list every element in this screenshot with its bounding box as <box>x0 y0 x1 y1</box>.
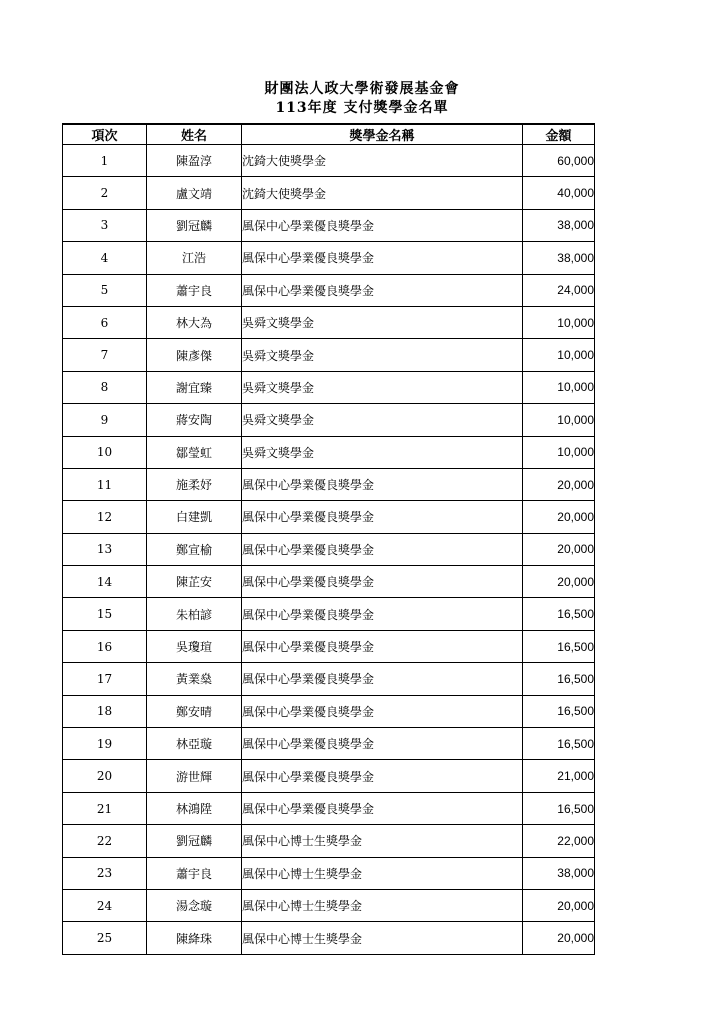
table-row <box>63 209 595 241</box>
table-row <box>63 339 595 371</box>
row-number-cell: 3 <box>63 209 147 241</box>
recipient-name-cell: 吳瓊瑄 <box>147 630 242 662</box>
table-row <box>63 922 595 954</box>
award-name-cell: 風保中心學業優良獎學金 <box>242 663 523 695</box>
table-row <box>63 760 595 792</box>
amount-cell: 40,000 <box>523 177 595 209</box>
table-row <box>63 695 595 727</box>
recipient-name-cell: 黃業燊 <box>147 663 242 695</box>
amount-cell: 10,000 <box>523 371 595 403</box>
table-row <box>63 825 595 857</box>
recipient-name-cell: 朱柏諺 <box>147 598 242 630</box>
amount-cell: 22,000 <box>523 825 595 857</box>
row-number-cell: 16 <box>63 630 147 662</box>
award-name-cell: 風保中心學業優良獎學金 <box>242 274 523 306</box>
amount-cell: 20,000 <box>523 468 595 500</box>
award-name-cell: 吳舜文獎學金 <box>242 436 523 468</box>
row-number-cell: 18 <box>63 695 147 727</box>
table-row <box>63 857 595 889</box>
table-row <box>63 242 595 274</box>
table-row <box>63 177 595 209</box>
amount-cell: 20,000 <box>523 566 595 598</box>
table-row <box>63 145 595 177</box>
header-name: 姓名 <box>147 124 242 145</box>
recipient-name-cell: 林鴻陞 <box>147 792 242 824</box>
table-row <box>63 889 595 921</box>
row-number-cell: 22 <box>63 825 147 857</box>
award-name-cell: 風保中心學業優良獎學金 <box>242 242 523 274</box>
row-number-cell: 5 <box>63 274 147 306</box>
recipient-name-cell: 蕭宇良 <box>147 857 242 889</box>
recipient-name-cell: 蔣安陶 <box>147 404 242 436</box>
row-number-cell: 7 <box>63 339 147 371</box>
award-name-cell: 風保中心博士生獎學金 <box>242 889 523 921</box>
row-number-cell: 1 <box>63 145 147 177</box>
row-number-cell: 14 <box>63 566 147 598</box>
row-number-cell: 17 <box>63 663 147 695</box>
award-name-cell: 風保中心學業優良獎學金 <box>242 501 523 533</box>
table-row <box>63 404 595 436</box>
amount-cell: 10,000 <box>523 339 595 371</box>
recipient-name-cell: 林大為 <box>147 306 242 338</box>
row-number-cell: 8 <box>63 371 147 403</box>
header-amount: 金額 <box>523 124 595 145</box>
award-name-cell: 吳舜文獎學金 <box>242 404 523 436</box>
row-number-cell: 2 <box>63 177 147 209</box>
row-number-cell: 19 <box>63 728 147 760</box>
table-row <box>63 371 595 403</box>
award-name-cell: 吳舜文獎學金 <box>242 339 523 371</box>
recipient-name-cell: 鄭安晴 <box>147 695 242 727</box>
award-name-cell: 風保中心博士生獎學金 <box>242 922 523 954</box>
row-number-cell: 24 <box>63 889 147 921</box>
recipient-name-cell: 陳彥傑 <box>147 339 242 371</box>
recipient-name-cell: 盧文靖 <box>147 177 242 209</box>
amount-cell: 16,500 <box>523 663 595 695</box>
recipient-name-cell: 鄒瑩虹 <box>147 436 242 468</box>
row-number-cell: 4 <box>63 242 147 274</box>
table-row <box>63 501 595 533</box>
table-row <box>63 566 595 598</box>
recipient-name-cell: 游世輝 <box>147 760 242 792</box>
table-row <box>63 663 595 695</box>
recipient-name-cell: 施柔妤 <box>147 468 242 500</box>
row-number-cell: 11 <box>63 468 147 500</box>
award-name-cell: 風保中心學業優良獎學金 <box>242 760 523 792</box>
award-name-cell: 風保中心學業優良獎學金 <box>242 728 523 760</box>
award-name-cell: 沈錡大使獎學金 <box>242 145 523 177</box>
table-row <box>63 533 595 565</box>
amount-cell: 10,000 <box>523 306 595 338</box>
amount-cell: 38,000 <box>523 209 595 241</box>
table-row <box>63 436 595 468</box>
award-name-cell: 風保中心學業優良獎學金 <box>242 533 523 565</box>
header-award: 獎學金名稱 <box>242 124 523 145</box>
recipient-name-cell: 蕭宇良 <box>147 274 242 306</box>
amount-cell: 24,000 <box>523 274 595 306</box>
amount-cell: 20,000 <box>523 533 595 565</box>
amount-cell: 38,000 <box>523 857 595 889</box>
amount-cell: 20,000 <box>523 501 595 533</box>
table-row <box>63 630 595 662</box>
amount-cell: 16,500 <box>523 630 595 662</box>
row-number-cell: 10 <box>63 436 147 468</box>
recipient-name-cell: 陳絳珠 <box>147 922 242 954</box>
amount-cell: 10,000 <box>523 436 595 468</box>
table-row <box>63 598 595 630</box>
recipient-name-cell: 林亞璇 <box>147 728 242 760</box>
award-name-cell: 風保中心學業優良獎學金 <box>242 468 523 500</box>
award-name-cell: 風保中心學業優良獎學金 <box>242 598 523 630</box>
document-title: 財團法人政大學術發展基金會 <box>264 81 460 97</box>
amount-cell: 20,000 <box>523 922 595 954</box>
amount-cell: 10,000 <box>523 404 595 436</box>
row-number-cell: 23 <box>63 857 147 889</box>
award-name-cell: 沈錡大使獎學金 <box>242 177 523 209</box>
table-row <box>63 468 595 500</box>
row-number-cell: 9 <box>63 404 147 436</box>
amount-cell: 16,500 <box>523 792 595 824</box>
table-body <box>63 145 595 955</box>
table-row <box>63 306 595 338</box>
amount-cell: 20,000 <box>523 889 595 921</box>
recipient-name-cell: 鄭宣榆 <box>147 533 242 565</box>
row-number-cell: 12 <box>63 501 147 533</box>
row-number-cell: 21 <box>63 792 147 824</box>
recipient-name-cell: 湯念璇 <box>147 889 242 921</box>
award-name-cell: 吳舜文獎學金 <box>242 371 523 403</box>
amount-cell: 16,500 <box>523 728 595 760</box>
recipient-name-cell: 謝宜臻 <box>147 371 242 403</box>
row-number-cell: 25 <box>63 922 147 954</box>
award-name-cell: 風保中心學業優良獎學金 <box>242 792 523 824</box>
scholarship-table <box>62 123 595 955</box>
table-header-row <box>63 124 595 145</box>
row-number-cell: 20 <box>63 760 147 792</box>
recipient-name-cell: 劉冠麟 <box>147 209 242 241</box>
award-name-cell: 風保中心博士生獎學金 <box>242 857 523 889</box>
amount-cell: 38,000 <box>523 242 595 274</box>
award-name-cell: 風保中心學業優良獎學金 <box>242 630 523 662</box>
award-name-cell: 風保中心學業優良獎學金 <box>242 566 523 598</box>
row-number-cell: 6 <box>63 306 147 338</box>
amount-cell: 60,000 <box>523 145 595 177</box>
recipient-name-cell: 陳盈淳 <box>147 145 242 177</box>
header-no: 項次 <box>63 124 147 145</box>
award-name-cell: 風保中心學業優良獎學金 <box>242 695 523 727</box>
amount-cell: 16,500 <box>523 695 595 727</box>
recipient-name-cell: 劉冠麟 <box>147 825 242 857</box>
award-name-cell: 吳舜文獎學金 <box>242 306 523 338</box>
document-subtitle: 113年度 支付獎學金名單 <box>275 100 449 116</box>
amount-cell: 21,000 <box>523 760 595 792</box>
amount-cell: 16,500 <box>523 598 595 630</box>
table-row <box>63 792 595 824</box>
table-row <box>63 728 595 760</box>
recipient-name-cell: 江浩 <box>147 242 242 274</box>
recipient-name-cell: 白建凱 <box>147 501 242 533</box>
row-number-cell: 13 <box>63 533 147 565</box>
recipient-name-cell: 陳芷安 <box>147 566 242 598</box>
award-name-cell: 風保中心博士生獎學金 <box>242 825 523 857</box>
row-number-cell: 15 <box>63 598 147 630</box>
award-name-cell: 風保中心學業優良獎學金 <box>242 209 523 241</box>
table-row <box>63 274 595 306</box>
